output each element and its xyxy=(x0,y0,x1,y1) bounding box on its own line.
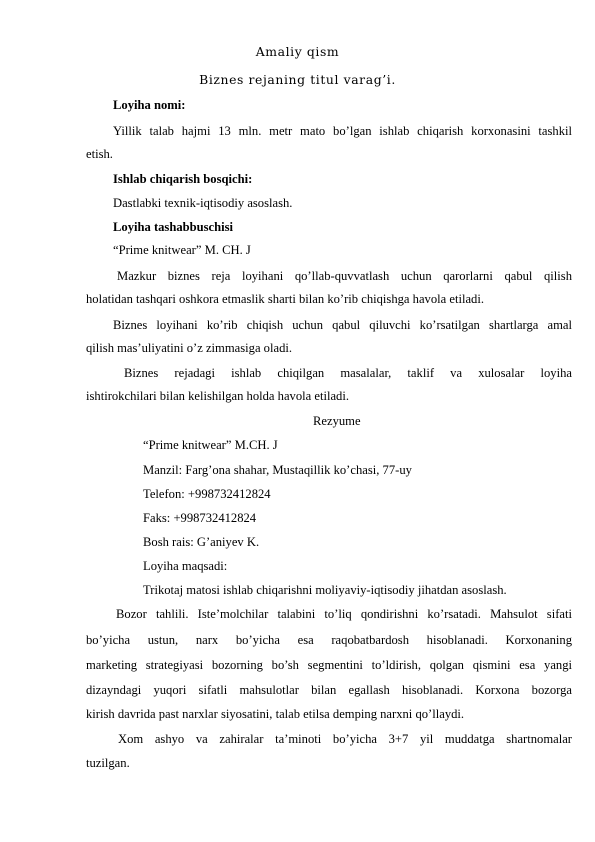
page-title: Amaliy qism xyxy=(255,44,340,59)
resume-address: Manzil: Farg’ona shahar, Mustaqillik ko’chasi, 77-uy xyxy=(143,463,412,477)
initiator-value: “Prime knitwear” M. CH. J xyxy=(113,243,251,257)
paragraph-supply-2: tuzilgan. xyxy=(86,756,130,770)
paragraph-supply-1: Xom ashyo va zahiralar ta’minoti bo’yicha 3+7 yil muddatga shartnomalar xyxy=(118,732,572,746)
stage-value: Dastlabki texnik-iqtisodiy asoslash. xyxy=(113,196,293,210)
resume-head: Bosh rais: G’aniyev K. xyxy=(143,535,260,549)
paragraph-market-1: Bozor tahlili. Iste’molchilar talabini to’liq qondirishni ko’rsatadi. Mahsulot sifati xyxy=(116,607,572,621)
paragraph-conclusions-1: Biznes rejadagi ishlab chiqilgan masalalar, taklif va xulosalar loyiha xyxy=(124,366,572,380)
project-name-text-2: etish. xyxy=(86,147,113,161)
resume-goal-label: Loyiha maqsadi: xyxy=(143,559,228,573)
resume-heading: Rezyume xyxy=(313,414,361,428)
paragraph-confidentiality-1: Mazkur biznes reja loyihani qo’llab-quvvatlash uchun qarorlarni qabul qilish xyxy=(117,269,572,283)
project-name-text-1: Yillik talab hajmi 13 mln. metr mato bo’lgan ishlab chiqarish korxonasini tashkil xyxy=(113,124,572,138)
paragraph-market-2: bo’yicha ustun, narx bo’yicha esa raqobatbardosh hisoblanadi. Korxonaning xyxy=(86,633,572,647)
resume-company: “Prime knitwear” M.CH. J xyxy=(143,438,278,452)
paragraph-market-3: marketing strategiyasi bozorning bo’sh segmentini to’ldirish, qolgan qismini esa yangi xyxy=(86,658,572,672)
paragraph-market-5: kirish davrida past narxlar siyosatini, talab etilsa demping narxni qo’llaydi. xyxy=(86,707,465,721)
paragraph-conclusions-2: ishtirokchilari bilan kelishilgan holda havola etiladi. xyxy=(86,389,350,403)
stage-label: Ishlab chiqarish bosqichi: xyxy=(113,172,253,186)
paragraph-market-4: dizayndagi yuqori sifatli mahsulotlar bilan egallash hisoblanadi. Korxona bozorga xyxy=(86,683,572,697)
paragraph-confidentiality-2: holatidan tashqari oshkora etmaslik sharti bilan ko’rib chiqishga havola etiladi. xyxy=(86,292,485,306)
resume-fax: Faks: +998732412824 xyxy=(143,511,257,525)
paragraph-obligation-2: qilish mas’uliyatini o’z zimmasiga oladi. xyxy=(86,341,293,355)
initiator-label: Loyiha tashabbuschisi xyxy=(113,220,234,234)
resume-phone: Telefon: +998732412824 xyxy=(143,487,271,501)
page-subtitle: Biznes rejaning titul varag’i. xyxy=(199,72,396,87)
resume-goal-value: Trikotaj matosi ishlab chiqarishni moliyaviy-iqtisodiy jihatdan asoslash. xyxy=(143,583,507,597)
project-name-label: Loyiha nomi: xyxy=(113,98,186,112)
paragraph-obligation-1: Biznes loyihani ko’rib chiqish uchun qabul qiluvchi ko’rsatilgan shartlarga amal xyxy=(113,318,572,332)
